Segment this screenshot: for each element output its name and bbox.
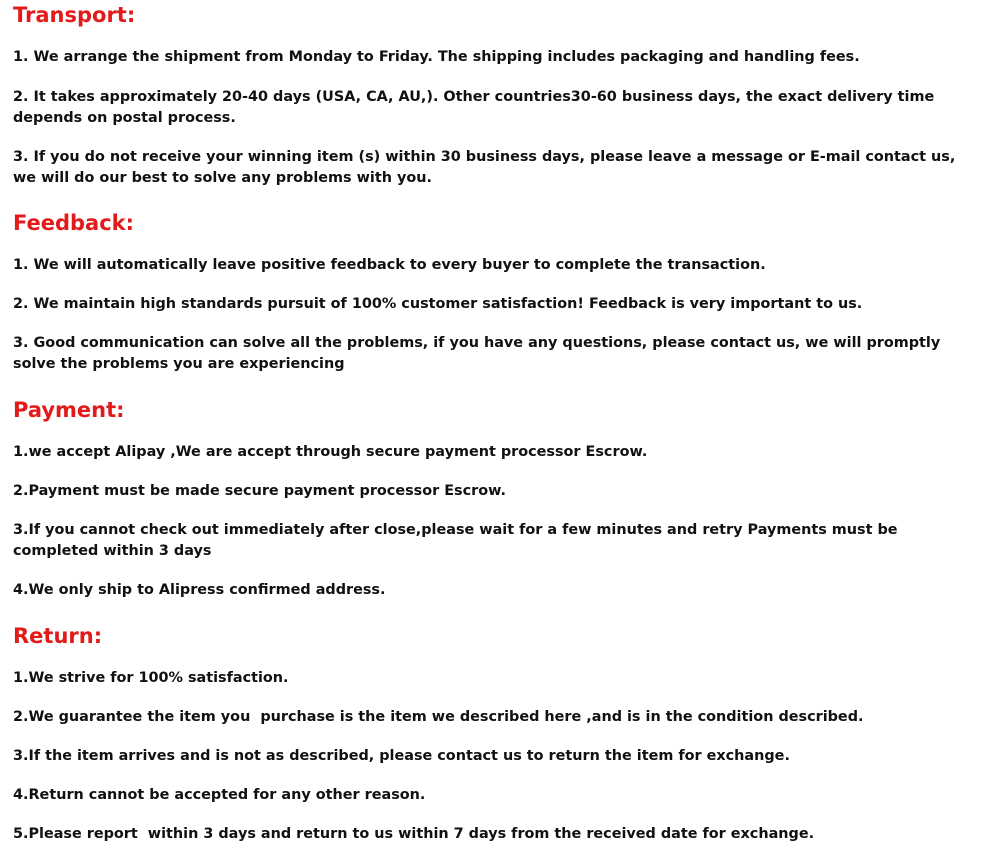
transport-item-2: 2. It takes approximately 20-40 days (USA, CA, AU,). Other countries30-60 business days, the exact delivery time depends on postal process. [13,89,940,126]
return-item-1: 1.We strive for 100% satisfaction. [13,670,289,686]
payment-item-4: 4.We only ship to Alipress confirmed address. [13,582,386,598]
feedback-heading: Feedback: [13,211,135,235]
feedback-item-3: 3. Good communication can solve all the problems, if you have any questions, please contact us, we will promptly solve the problems you are experiencing [13,335,946,372]
transport-heading: Transport: [13,3,136,27]
return-item-3: 3.If the item arrives and is not as described, please contact us to return the item for exchange. [13,748,790,764]
transport-item-1: 1. We arrange the shipment from Monday to Friday. The shipping includes packaging and handling fees. [13,49,860,65]
payment-item-1: 1.we accept Alipay ,We are accept through secure payment processor Escrow. [13,444,648,460]
payment-item-2: 2.Payment must be made secure payment processor Escrow. [13,483,506,499]
return-item-2: 2.We guarantee the item you purchase is the item we described here ,and is in the condition described. [13,709,864,725]
return-item-4: 4.Return cannot be accepted for any other reason. [13,787,426,803]
feedback-item-1: 1. We will automatically leave positive feedback to every buyer to complete the transaction. [13,257,766,273]
transport-item-3: 3. If you do not receive your winning item (s) within 30 business days, please leave a message or E-mail contact us, we will do our best to solve any problems with you. [13,149,961,186]
return-item-5: 5.Please report within 3 days and return to us within 7 days from the received date for exchange. [13,826,815,842]
feedback-item-2: 2. We maintain high standards pursuit of 100% customer satisfaction! Feedback is very important to us. [13,296,863,312]
return-heading: Return: [13,624,103,648]
payment-heading: Payment: [13,398,125,422]
payment-item-3: 3.If you cannot check out immediately after close,please wait for a few minutes and retry Payments must be completed within 3 days [13,522,903,559]
